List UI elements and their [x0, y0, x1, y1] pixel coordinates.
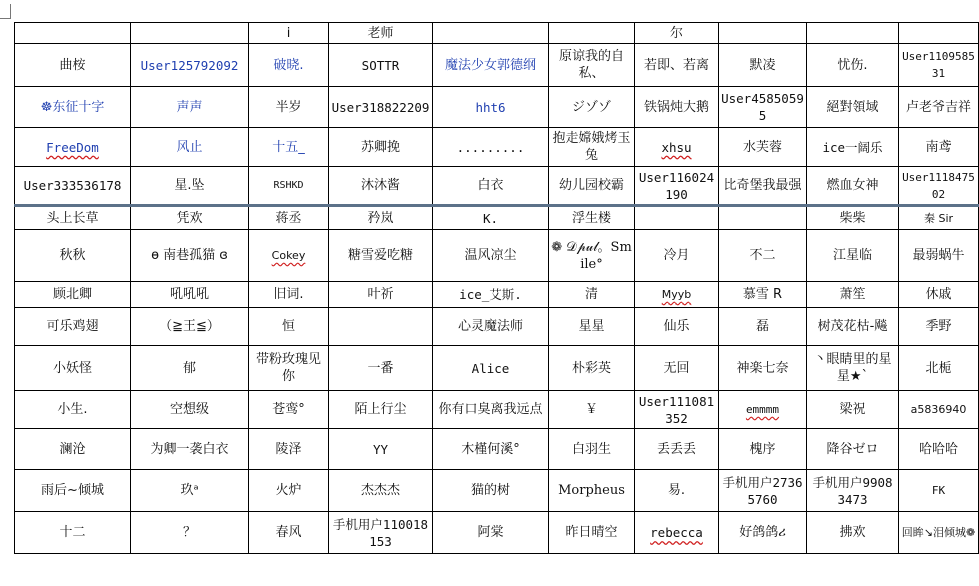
table-cell[interactable]: ɵ 南巷孤猫 ɞ	[131, 230, 249, 282]
table-cell[interactable]: User111847502	[899, 167, 979, 206]
table-cell[interactable]: Morpheus	[549, 470, 635, 512]
table-cell[interactable]: 老师	[329, 23, 433, 44]
table-cell[interactable]: 丢丢丢	[635, 429, 719, 470]
table-cell[interactable]: FK	[899, 470, 979, 512]
table-cell[interactable]: 柴柴	[807, 206, 899, 230]
table-cell[interactable]: YY	[329, 429, 433, 470]
table-cell[interactable]: ジゾゾ	[549, 87, 635, 128]
table-row	[15, 308, 979, 346]
table-cell[interactable]: 郁	[131, 346, 249, 391]
table-cell[interactable]: 声声	[131, 87, 249, 128]
table-cell[interactable]: User318822209	[329, 87, 433, 128]
table-cell[interactable]: 手机用户110018153	[329, 512, 433, 554]
table-cell[interactable]: ☸东征十字	[15, 87, 131, 128]
table-cell[interactable]: 苍鸾°	[249, 391, 329, 429]
table-row	[15, 167, 979, 206]
table-cell[interactable]: 朴彩英	[549, 346, 635, 391]
table-cell[interactable]: User116024190	[635, 167, 719, 206]
table-cell[interactable]: 忧伤.	[807, 44, 899, 87]
table-cell[interactable]: 曲桉	[15, 44, 131, 87]
table-cell[interactable]: 你有口臭离我远点	[433, 391, 549, 429]
table-cell[interactable]: 星.坠	[131, 167, 249, 206]
table-cell[interactable]: 清	[549, 282, 635, 308]
table-cell[interactable]: 陵泽	[249, 429, 329, 470]
table-cell[interactable]: 梁祝	[807, 391, 899, 429]
window-corner-marker	[0, 4, 11, 19]
table-cell[interactable]: 仙乐	[635, 308, 719, 346]
table-cell[interactable]: 昨日晴空	[549, 512, 635, 554]
table-cell[interactable]: 阿棠	[433, 512, 549, 554]
table-cell[interactable]: SOTTR	[329, 44, 433, 87]
table-cell[interactable]: 十二	[15, 512, 131, 554]
table-cell[interactable]: 哈哈哈	[899, 429, 979, 470]
table-cell[interactable]	[719, 206, 807, 230]
table-cell[interactable]: ？	[131, 512, 249, 554]
table-cell[interactable]: 易.	[635, 470, 719, 512]
table-cell[interactable]: User110958531	[899, 44, 979, 87]
table-cell[interactable]: 白羽生	[549, 429, 635, 470]
table-cell[interactable]: 蒋丞	[249, 206, 329, 230]
table-cell[interactable]: 叶祈	[329, 282, 433, 308]
table-cell[interactable]: 空想级	[131, 391, 249, 429]
table-cell[interactable]: .........	[433, 128, 549, 167]
table-row	[15, 346, 979, 391]
table-cell[interactable]: 拂欢	[807, 512, 899, 554]
table-cell[interactable]: 手机用户27365760	[719, 470, 807, 512]
table-cell[interactable]: Myyb	[635, 282, 719, 308]
table-cell[interactable]: 小妖怪	[15, 346, 131, 391]
table-cell[interactable]: 南鸢	[899, 128, 979, 167]
table-cell[interactable]: 絕對領域	[807, 87, 899, 128]
table-cell[interactable]: RSHKD	[249, 167, 329, 206]
table-row	[15, 128, 979, 167]
table-cell[interactable]: 可乐鸡翅	[15, 308, 131, 346]
table-cell[interactable]: 铁锅炖大鹅	[635, 87, 719, 128]
table-cell[interactable]: ice一阔乐	[807, 128, 899, 167]
table-cell[interactable]	[549, 23, 635, 44]
table-cell[interactable]: 顾北卿	[15, 282, 131, 308]
table-cell[interactable]: 无回	[635, 346, 719, 391]
table-cell[interactable]: FreeDom	[15, 128, 131, 167]
table-cell[interactable]: 破晓.	[249, 44, 329, 87]
table-row	[15, 282, 979, 308]
table-cell[interactable]: 头上长草	[15, 206, 131, 230]
table-cell[interactable]: 冷月	[635, 230, 719, 282]
table-cell[interactable]: Alice	[433, 346, 549, 391]
table-cell[interactable]: ❁ 𝒟𝓅𝓊𝓁。Smile°	[549, 230, 635, 282]
table-cell[interactable]: 凭欢	[131, 206, 249, 230]
table-cell[interactable]: 回眸↘泪倾城❁	[899, 512, 979, 554]
table-cell[interactable]	[15, 23, 131, 44]
table-row	[15, 44, 979, 87]
table-cell[interactable]: 树茂花枯-飚	[807, 308, 899, 346]
table-row	[15, 23, 979, 44]
table-cell[interactable]: 春风	[249, 512, 329, 554]
table-cell[interactable]: 季野	[899, 308, 979, 346]
nickname-table	[14, 22, 979, 554]
document-table-area	[14, 22, 976, 554]
table-cell[interactable]: ￥	[549, 391, 635, 429]
table-cell[interactable]: 白衣	[433, 167, 549, 206]
table-cell[interactable]: 吼吼吼	[131, 282, 249, 308]
table-cell[interactable]: 若即、若离	[635, 44, 719, 87]
table-cell[interactable]: 火炉	[249, 470, 329, 512]
table-row	[15, 391, 979, 429]
table-row	[15, 470, 979, 512]
table-cell[interactable]: 抱走嫦娥烤玉兔	[549, 128, 635, 167]
table-cell[interactable]: 槐序	[719, 429, 807, 470]
table-cell[interactable]	[131, 23, 249, 44]
table-cell[interactable]: 苏卿挽	[329, 128, 433, 167]
table-row	[15, 87, 979, 128]
table-cell[interactable]	[899, 23, 979, 44]
table-cell[interactable]: 猫的树	[433, 470, 549, 512]
table-cell[interactable]: 为卿一袭白衣	[131, 429, 249, 470]
table-cell[interactable]: K.	[433, 206, 549, 230]
table-cell[interactable]: User111081352	[635, 391, 719, 429]
table-cell[interactable]: 恒	[249, 308, 329, 346]
table-row	[15, 230, 979, 282]
table-cell[interactable]: Cokey	[249, 230, 329, 282]
table-cell[interactable]: 心灵魔法师	[433, 308, 549, 346]
table-cell[interactable]: 休戚	[899, 282, 979, 308]
table-cell[interactable]: 江星临	[807, 230, 899, 282]
table-cell[interactable]: 澜沧	[15, 429, 131, 470]
table-cell[interactable]: 慕雪 R	[719, 282, 807, 308]
table-cell[interactable]: 幼儿园校霸	[549, 167, 635, 206]
table-cell[interactable]: xhsu	[635, 128, 719, 167]
table-cell[interactable]	[719, 23, 807, 44]
table-cell[interactable]: 陌上行尘	[329, 391, 433, 429]
table-cell[interactable]: emmmm	[719, 391, 807, 429]
table-cell[interactable]: 北栀	[899, 346, 979, 391]
table-cell[interactable]: 磊	[719, 308, 807, 346]
table-cell[interactable]: 手机用户99083473	[807, 470, 899, 512]
table-cell[interactable]: 小生.	[15, 391, 131, 429]
table-row	[15, 206, 979, 230]
table-cell[interactable]: 旧词.	[249, 282, 329, 308]
table-cell[interactable]: ice_艾斯.	[433, 282, 549, 308]
table-cell[interactable]: 不二	[719, 230, 807, 282]
table-cell[interactable]: 水芙蓉	[719, 128, 807, 167]
table-cell[interactable]: 秋秋	[15, 230, 131, 282]
table-cell[interactable]: 比奇堡我最强	[719, 167, 807, 206]
table-cell[interactable]: 矜岚	[329, 206, 433, 230]
table-cell[interactable]: rebecca	[635, 512, 719, 554]
table-row	[15, 429, 979, 470]
table-cell[interactable]: 燃血女神	[807, 167, 899, 206]
table-cell[interactable]: 默凌	[719, 44, 807, 87]
table-cell[interactable]: 一番	[329, 346, 433, 391]
table-cell[interactable]: 糖雪爱吃糖	[329, 230, 433, 282]
table-cell[interactable]: 风止	[131, 128, 249, 167]
table-cell[interactable]: 好鸽鸽ሪ	[719, 512, 807, 554]
table-cell[interactable]: 最弱蜗牛	[899, 230, 979, 282]
table-cell[interactable]: 原谅我的自私、	[549, 44, 635, 87]
table-cell[interactable]: User45850595	[719, 87, 807, 128]
table-cell[interactable]: 雨后~倾城	[15, 470, 131, 512]
table-cell[interactable]: 十五_	[249, 128, 329, 167]
table-cell[interactable]: 带粉玫瑰见你	[249, 346, 329, 391]
table-cell[interactable]: User125792092	[131, 44, 249, 87]
table-cell[interactable]: 玖ᵃ	[131, 470, 249, 512]
table-cell[interactable]: i	[249, 23, 329, 44]
table-cell[interactable]: （≧王≦）	[131, 308, 249, 346]
table-cell[interactable]: 木槿何溪°	[433, 429, 549, 470]
table-cell[interactable]: 萧笙	[807, 282, 899, 308]
table-cell[interactable]: 浮生楼	[549, 206, 635, 230]
table-row	[15, 512, 979, 554]
table-cell[interactable]: 半岁	[249, 87, 329, 128]
table-cell[interactable]	[807, 23, 899, 44]
table-cell[interactable]: 沐沐酱	[329, 167, 433, 206]
table-cell[interactable]: 丶眼睛里的星星★`	[807, 346, 899, 391]
table-cell[interactable]: 卢老爷吉祥	[899, 87, 979, 128]
table-cell[interactable]: 神楽七奈	[719, 346, 807, 391]
table-cell[interactable]: 秦 Sir	[899, 206, 979, 230]
table-cell[interactable]: 星星	[549, 308, 635, 346]
table-cell[interactable]: 魔法少女郭德纲	[433, 44, 549, 87]
table-cell[interactable]	[329, 308, 433, 346]
table-cell[interactable]	[635, 206, 719, 230]
table-cell[interactable]: hht6	[433, 87, 549, 128]
table-cell[interactable]: 杰杰杰	[329, 470, 433, 512]
table-cell[interactable]: 温风凉尘	[433, 230, 549, 282]
table-cell[interactable]: User333536178	[15, 167, 131, 206]
table-cell[interactable]: 降谷ゼロ	[807, 429, 899, 470]
table-cell[interactable]: 尔	[635, 23, 719, 44]
table-cell[interactable]	[433, 23, 549, 44]
table-cell[interactable]: a5836940	[899, 391, 979, 429]
